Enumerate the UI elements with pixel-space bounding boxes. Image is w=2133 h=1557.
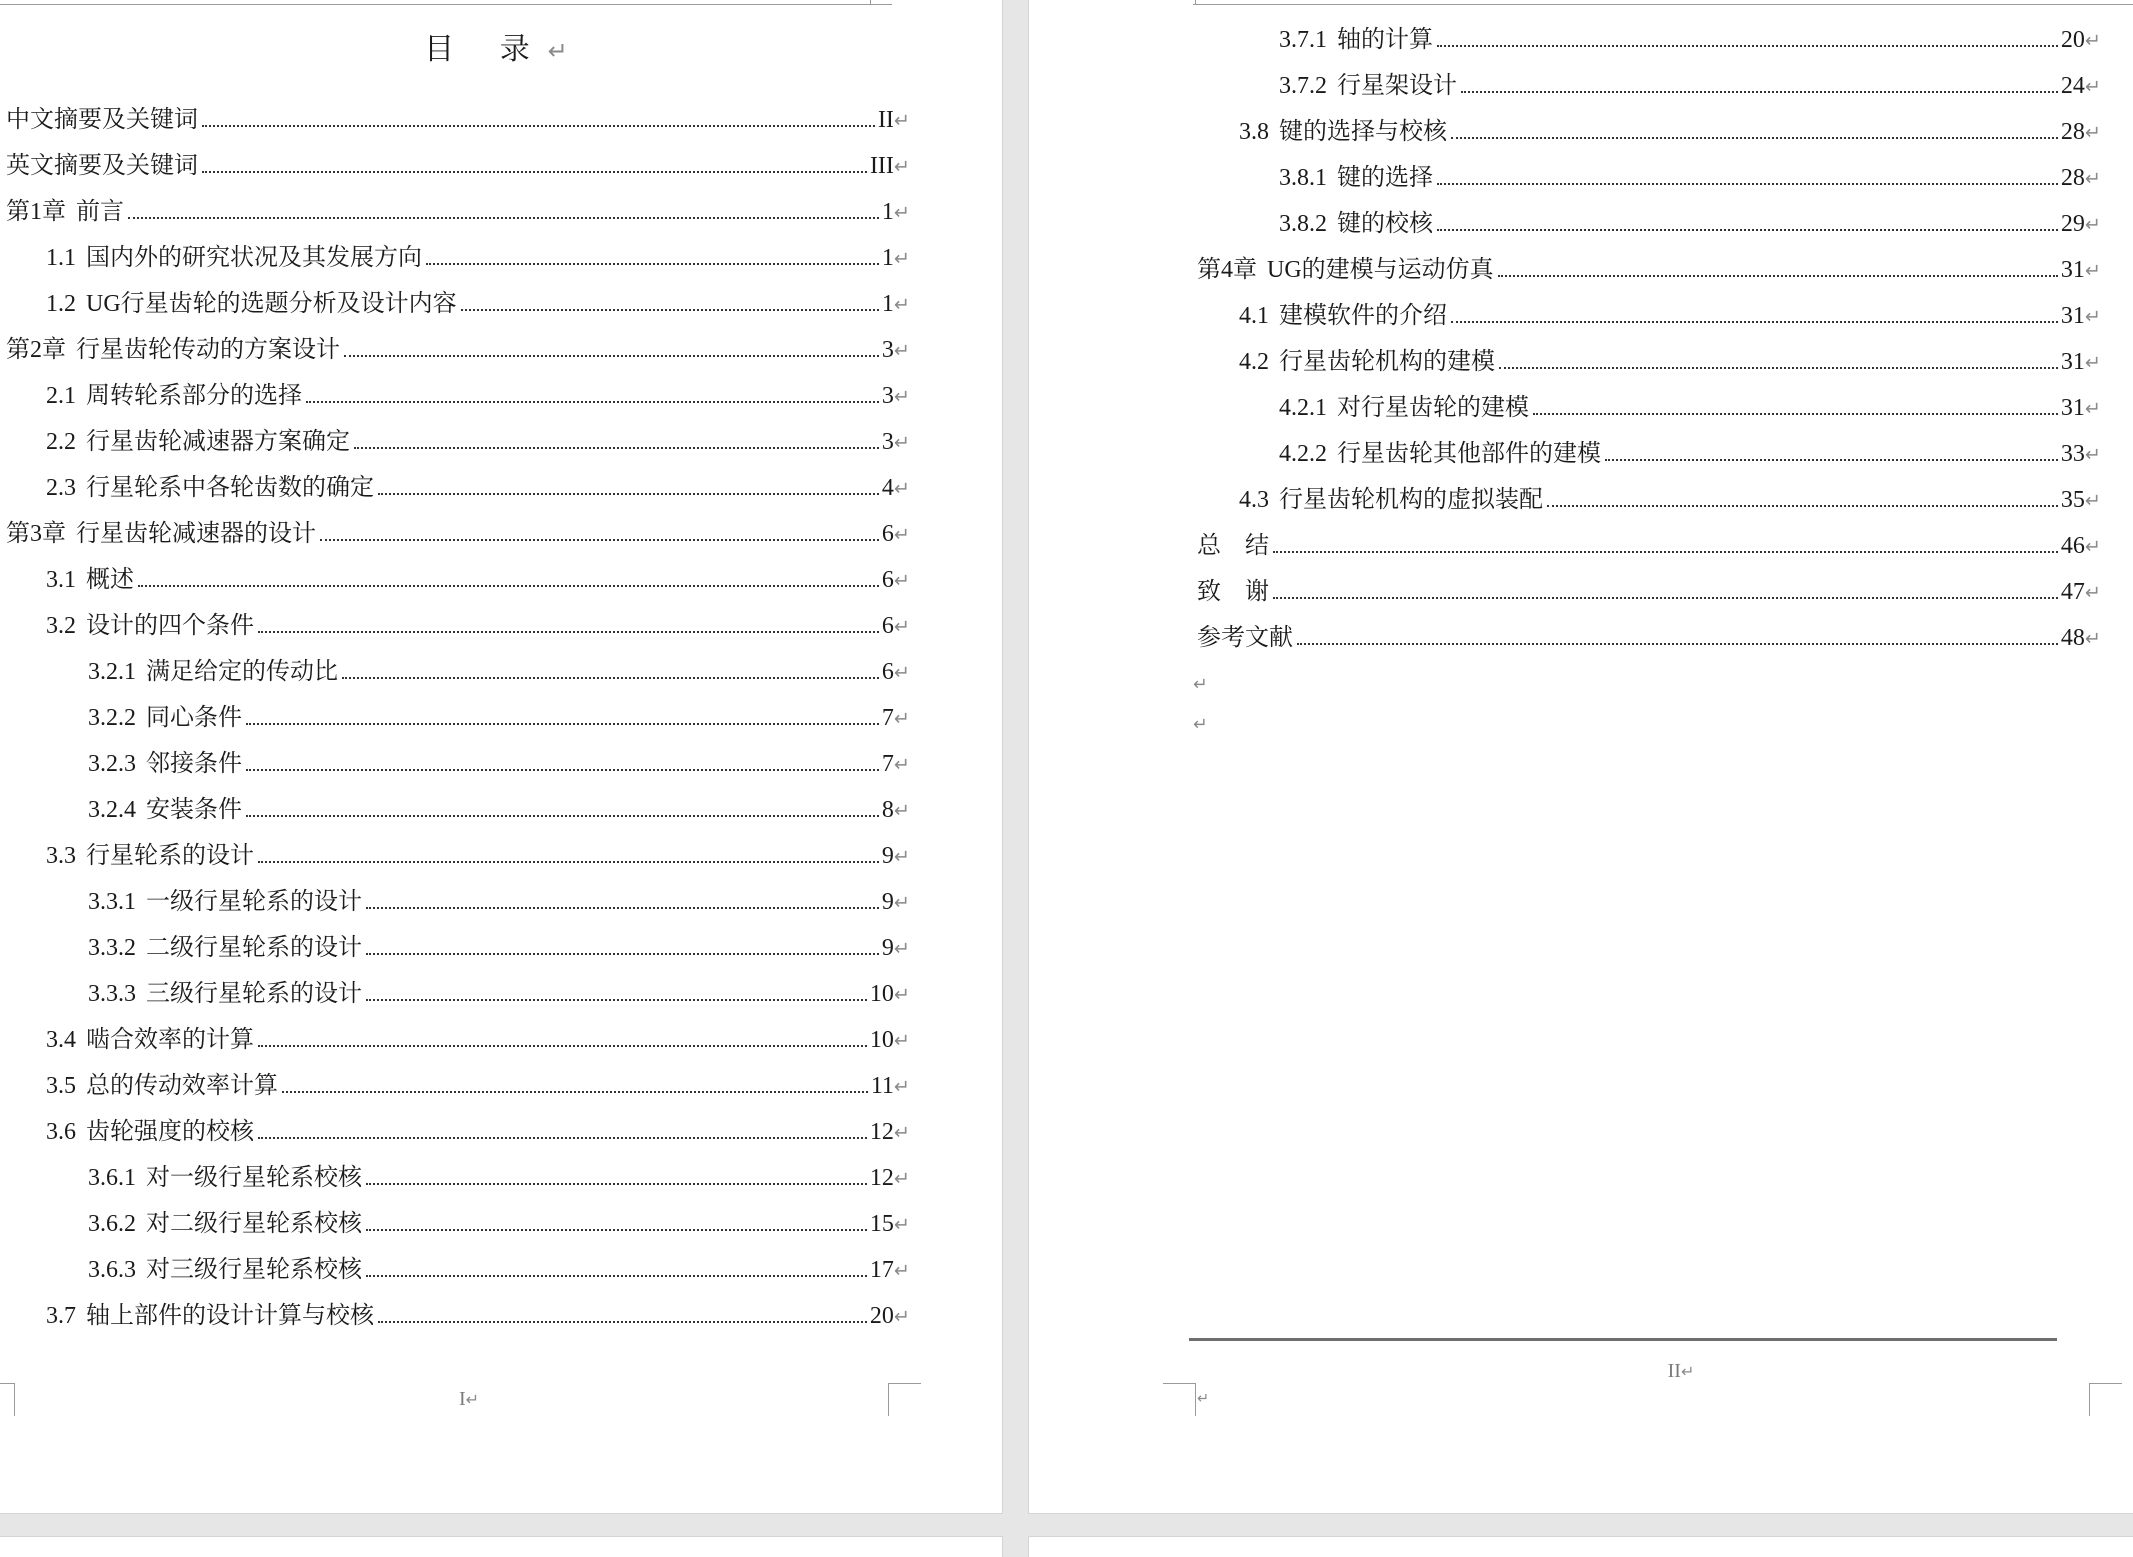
toc-entry[interactable]: [46, 1293, 910, 1339]
toc-entry[interactable]: [88, 1247, 910, 1293]
toc-entry-number: 第1章: [6, 199, 66, 225]
paragraph-mark: ↵: [893, 1259, 910, 1282]
paragraph-mark: ↵: [893, 615, 910, 638]
toc-entry-number: 3.4: [46, 1027, 76, 1053]
toc-entry[interactable]: [46, 465, 910, 511]
toc-dot-leader: [1498, 275, 2058, 277]
toc-entry-title: 前言: [76, 199, 124, 225]
toc-entry[interactable]: [46, 1063, 910, 1109]
toc-dot-leader: [461, 309, 879, 311]
toc-entry[interactable]: [1279, 431, 2101, 477]
toc-entry[interactable]: [46, 419, 910, 465]
toc-dot-leader: [366, 1229, 867, 1231]
toc-entry-page: 1: [881, 245, 894, 271]
toc-entry-number: 3.2.2: [88, 705, 136, 731]
toc-entry[interactable]: [1279, 201, 2101, 247]
toc-entry-title: 周转轮系部分的选择: [86, 383, 302, 409]
paragraph-mark: ↵: [2084, 581, 2101, 604]
toc-entry-page: 35: [2060, 487, 2085, 513]
next-page-left-edge: [0, 1537, 1002, 1557]
toc-entry[interactable]: [88, 649, 910, 695]
toc-dot-leader: [342, 677, 879, 679]
paragraph-mark: ↵: [893, 937, 910, 960]
toc-entry-number: 1.2: [46, 291, 76, 317]
toc-entry-page: 31: [2060, 395, 2085, 421]
toc-entry-number: 4.2.2: [1279, 441, 1327, 467]
toc-entry-title: 一级行星轮系的设计: [146, 889, 362, 915]
toc-entry-number: 第3章: [6, 521, 66, 547]
toc-entry-number: 4.1: [1239, 303, 1269, 329]
toc-entry-number: 3.8.2: [1279, 211, 1327, 237]
toc-entry-page: 17: [869, 1257, 894, 1283]
toc-entry-number: 3.3.1: [88, 889, 136, 915]
toc-entry-title: 行星轮系中各轮齿数的确定: [86, 475, 374, 501]
toc-entry-title: 键的选择: [1337, 165, 1433, 191]
toc-entry[interactable]: [46, 281, 910, 327]
toc-dot-leader: [246, 769, 879, 771]
toc-entry[interactable]: [88, 695, 910, 741]
toc-dot-leader: [1437, 45, 2058, 47]
toc-dot-leader: [1273, 551, 2058, 553]
toc-entry-number: 4.3: [1239, 487, 1269, 513]
toc-entry[interactable]: [46, 373, 910, 419]
toc-entry[interactable]: [88, 879, 910, 925]
toc-entry-page: 6: [881, 659, 894, 685]
toc-entry-number: 3.3.3: [88, 981, 136, 1007]
toc-entry-page: 9: [881, 843, 894, 869]
toc-entry-title: 齿轮强度的校核: [86, 1119, 254, 1145]
paragraph-mark: ↵: [893, 247, 910, 270]
paragraph-mark: ↵: [2084, 305, 2101, 328]
toc-entry-page: 6: [881, 567, 894, 593]
paragraph-mark: ↵: [893, 339, 910, 362]
empty-paragraph: [1193, 670, 1208, 696]
toc-entry-number: 4.2.1: [1279, 395, 1327, 421]
toc-entry-number: 3.7.2: [1279, 73, 1327, 99]
toc-entry-title: 行星架设计: [1337, 73, 1457, 99]
toc-entry[interactable]: [1197, 247, 2101, 293]
toc-entry[interactable]: [88, 741, 910, 787]
toc-entry-number: 4.2: [1239, 349, 1269, 375]
toc-entry-page: 28: [2060, 119, 2085, 145]
paragraph-mark: ↵: [893, 523, 910, 546]
toc-entry-page: 4: [881, 475, 894, 501]
paragraph-mark: ↵: [2084, 121, 2101, 144]
toc-entry-title: 行星齿轮减速器的设计: [76, 521, 316, 547]
paragraph-mark: ↵: [1680, 1362, 1695, 1381]
toc-entry-title: 二级行星轮系的设计: [146, 935, 362, 961]
toc-entry-page: 20: [2060, 27, 2085, 53]
toc-dot-leader: [366, 953, 879, 955]
toc-entry-number: 第2章: [6, 337, 66, 363]
toc-entry[interactable]: [46, 235, 910, 281]
toc-entry-number: 3.3.2: [88, 935, 136, 961]
toc-entry-number: 3.8: [1239, 119, 1269, 145]
paragraph-mark: ↵: [2084, 443, 2101, 466]
document-page-left: [0, 0, 1002, 1513]
paragraph-mark: ↵: [893, 707, 910, 730]
toc-entry-page: 11: [870, 1073, 894, 1099]
paragraph-mark: ↵: [1193, 715, 1208, 735]
toc-dot-leader: [378, 1321, 867, 1323]
toc-dot-leader: [258, 1045, 867, 1047]
toc-entry-title: UG的建模与运动仿真: [1267, 257, 1494, 283]
toc-entry[interactable]: [88, 1155, 910, 1201]
paragraph-mark: ↵: [893, 983, 910, 1006]
toc-dot-leader: [282, 1091, 868, 1093]
toc-entry[interactable]: [1279, 155, 2101, 201]
toc-entry[interactable]: [1239, 477, 2101, 523]
toc-entry[interactable]: [1197, 569, 2101, 615]
next-page-right-edge: [1029, 1537, 2133, 1557]
paragraph-mark: ↵: [893, 431, 910, 454]
toc-entry-page: 6: [881, 521, 894, 547]
toc-entry-title: 行星齿轮机构的虚拟装配: [1279, 487, 1543, 513]
toc-entry-title: 啮合效率的计算: [86, 1027, 254, 1053]
paragraph-mark: ↵: [1197, 1391, 1210, 1407]
toc-entry-number: 3.7: [46, 1303, 76, 1329]
toc-title: [0, 24, 1002, 68]
empty-paragraph: [1197, 1387, 1209, 1408]
toc-entry-page: 8: [881, 797, 894, 823]
toc-entry-title: 总 结: [1197, 533, 1269, 559]
toc-entry-page: 9: [881, 889, 894, 915]
toc-entry-title: 同心条件: [146, 705, 242, 731]
document-page-right: [1029, 0, 2133, 1513]
toc-entry[interactable]: [6, 327, 910, 373]
toc-entry[interactable]: [1279, 385, 2101, 431]
toc-entry[interactable]: [6, 143, 910, 189]
toc-dot-leader: [1451, 321, 2058, 323]
toc-dot-leader: [366, 1183, 867, 1185]
header-rule: [0, 4, 892, 5]
toc-entry-title: 致 谢: [1197, 579, 1269, 605]
paragraph-mark: ↵: [893, 477, 910, 500]
toc-dot-leader: [1499, 367, 2058, 369]
toc-dot-leader: [1297, 643, 2058, 645]
toc-dot-leader: [128, 217, 879, 219]
toc-entry[interactable]: [46, 1017, 910, 1063]
toc-dot-leader: [1451, 137, 2058, 139]
paragraph-mark: ↵: [1193, 675, 1208, 695]
toc-entry-number: 3.7.1: [1279, 27, 1327, 53]
paragraph-mark: ↵: [2084, 397, 2101, 420]
toc-entry-page: 31: [2060, 257, 2085, 283]
toc-dot-leader: [202, 171, 867, 173]
paragraph-mark: ↵: [465, 1390, 480, 1409]
toc-entry-title: 安装条件: [146, 797, 242, 823]
paragraph-mark: ↵: [2084, 535, 2101, 558]
paragraph-mark: ↵: [893, 1167, 910, 1190]
toc-entry[interactable]: [88, 925, 910, 971]
crop-mark-bottom-right: [2089, 1383, 2122, 1416]
paragraph-mark: ↵: [893, 1305, 910, 1328]
toc-entry-title: 对二级行星轮系校核: [146, 1211, 362, 1237]
toc-entry-title: 参考文献: [1197, 625, 1293, 651]
footer-page-number-text: II: [1667, 1360, 1681, 1382]
toc-entry-title: 行星齿轮减速器方案确定: [86, 429, 350, 455]
toc-entry[interactable]: [1279, 63, 2101, 109]
toc-entry-title: 设计的四个条件: [86, 613, 254, 639]
toc-entry-page: 3: [881, 429, 894, 455]
toc-entry[interactable]: [46, 833, 910, 879]
toc-entry[interactable]: [88, 787, 910, 833]
paragraph-mark: ↵: [893, 1213, 910, 1236]
toc-dot-leader: [366, 999, 867, 1001]
toc-entry[interactable]: [6, 97, 910, 143]
toc-entry-page: 3: [881, 337, 894, 363]
toc-entry-number: 3.2: [46, 613, 76, 639]
toc-dot-leader: [258, 861, 879, 863]
toc-entry-page: 7: [881, 751, 894, 777]
toc-dot-leader: [246, 815, 879, 817]
toc-entry-page: 28: [2060, 165, 2085, 191]
paragraph-mark: ↵: [893, 569, 910, 592]
paragraph-mark: ↵: [893, 201, 910, 224]
toc-entry-title: 国内外的研究状况及其发展方向: [86, 245, 422, 271]
toc-entry[interactable]: [1239, 339, 2101, 385]
toc-entry-page: 29: [2060, 211, 2085, 237]
toc-entry-number: 2.2: [46, 429, 76, 455]
paragraph-mark: ↵: [893, 1075, 910, 1098]
toc-entry-number: 3.2.4: [88, 797, 136, 823]
toc-entry-page: 10: [869, 981, 894, 1007]
toc-entry-page: 12: [869, 1165, 894, 1191]
paragraph-mark: ↵: [893, 385, 910, 408]
toc-entry[interactable]: [46, 603, 910, 649]
toc-entry-page: 31: [2060, 303, 2085, 329]
crop-mark-bottom-left: [0, 1383, 15, 1416]
toc-entry-title: 对行星齿轮的建模: [1337, 395, 1529, 421]
toc-entry-number: 3.6: [46, 1119, 76, 1145]
toc-entry-page: 48: [2060, 625, 2085, 651]
paragraph-mark: ↵: [2084, 75, 2101, 98]
toc-entry-title: 行星齿轮机构的建模: [1279, 349, 1495, 375]
toc-dot-leader: [1273, 597, 2058, 599]
toc-entry-number: 3.1: [46, 567, 76, 593]
paragraph-mark: ↵: [2084, 167, 2101, 190]
toc-title-text: 目 录: [424, 32, 548, 67]
toc-entry-title: 总的传动效率计算: [86, 1073, 278, 1099]
toc-entry-number: 3.8.1: [1279, 165, 1327, 191]
toc-entry[interactable]: [1279, 17, 2101, 63]
toc-dot-leader: [320, 539, 879, 541]
empty-paragraph: [1193, 710, 1208, 736]
toc-entry-page: 46: [2060, 533, 2085, 559]
toc-entry[interactable]: [1197, 523, 2101, 569]
toc-entry[interactable]: [6, 189, 910, 235]
toc-entry-page: 6: [881, 613, 894, 639]
paragraph-mark: ↵: [893, 293, 910, 316]
toc-entry-number: 1.1: [46, 245, 76, 271]
footer-page-number: [429, 1388, 509, 1411]
toc-entry-title: 轴上部件的设计计算与校核: [86, 1303, 374, 1329]
paragraph-mark: ↵: [893, 891, 910, 914]
crop-mark-bottom-right: [888, 1383, 921, 1416]
toc-dot-leader: [344, 355, 879, 357]
crop-mark-top-left: [1163, 0, 1196, 4]
toc-entry-number: 3.6.1: [88, 1165, 136, 1191]
toc-entry-number: 3.6.3: [88, 1257, 136, 1283]
toc-entry-number: 2.1: [46, 383, 76, 409]
paragraph-mark: ↵: [893, 109, 910, 132]
toc-entry-title: 行星齿轮传动的方案设计: [76, 337, 340, 363]
footer-page-number-text: I: [458, 1388, 466, 1410]
toc-entry-title: 邻接条件: [146, 751, 242, 777]
toc-entry-page: 9: [881, 935, 894, 961]
toc-entry[interactable]: [88, 1201, 910, 1247]
toc-entry[interactable]: [6, 511, 910, 557]
toc-entry-number: 3.6.2: [88, 1211, 136, 1237]
toc-entry-number: 3.3: [46, 843, 76, 869]
paragraph-mark: ↵: [2084, 213, 2101, 236]
toc-entry-page: 31: [2060, 349, 2085, 375]
toc-dot-leader: [1437, 183, 2058, 185]
toc-entry-title: 满足给定的传动比: [146, 659, 338, 685]
toc-dot-leader: [354, 447, 879, 449]
paragraph-mark: ↵: [2084, 627, 2101, 650]
toc-dot-leader: [246, 723, 879, 725]
toc-entry-page: 15: [869, 1211, 894, 1237]
toc-dot-leader: [1547, 505, 2058, 507]
toc-entry[interactable]: [46, 1109, 910, 1155]
toc-entry-title: 建模软件的介绍: [1279, 303, 1447, 329]
paragraph-mark: ↵: [2084, 351, 2101, 374]
toc-entry-title: 对一级行星轮系校核: [146, 1165, 362, 1191]
paragraph-mark: ↵: [2084, 259, 2101, 282]
toc-entry-page: III: [869, 153, 894, 179]
paragraph-mark: ↵: [893, 753, 910, 776]
toc-entry[interactable]: [46, 557, 910, 603]
toc-entry-page: 47: [2060, 579, 2085, 605]
toc-dot-leader: [258, 631, 879, 633]
paragraph-mark: ↵: [2084, 29, 2101, 52]
toc-dot-leader: [378, 493, 879, 495]
toc-dot-leader: [1605, 459, 2058, 461]
toc-entry-page: 12: [869, 1119, 894, 1145]
toc-dot-leader: [366, 907, 879, 909]
footer-page-number: [1641, 1360, 1721, 1383]
toc-dot-leader: [366, 1275, 867, 1277]
paragraph-mark: ↵: [893, 1121, 910, 1144]
toc-entry-page: 24: [2060, 73, 2085, 99]
toc-entry[interactable]: [1239, 293, 2101, 339]
toc-entry-page: 10: [869, 1027, 894, 1053]
header-rule: [1193, 4, 2133, 5]
toc-entry-page: 3: [881, 383, 894, 409]
toc-entry[interactable]: [88, 971, 910, 1017]
toc-entry-page: 33: [2060, 441, 2085, 467]
toc-entry-number: 2.3: [46, 475, 76, 501]
toc-entry-title: 对三级行星轮系校核: [146, 1257, 362, 1283]
toc-dot-leader: [306, 401, 879, 403]
toc-entry-title: 概述: [86, 567, 134, 593]
toc-dot-leader: [202, 125, 875, 127]
toc-entry[interactable]: [1197, 615, 2101, 661]
toc-entry-page: 7: [881, 705, 894, 731]
toc-dot-leader: [258, 1137, 867, 1139]
toc-entry-page: 1: [881, 199, 894, 225]
toc-entry-title: UG行星齿轮的选题分析及设计内容: [86, 291, 457, 317]
toc-entry-number: 第4章: [1197, 257, 1257, 283]
toc-entry-title: 键的校核: [1337, 211, 1433, 237]
paragraph-mark: ↵: [547, 37, 568, 65]
crop-mark-bottom-left: [1163, 1383, 1196, 1416]
crop-mark-top-right: [870, 0, 903, 4]
toc-entry-page: 1: [881, 291, 894, 317]
paragraph-mark: ↵: [893, 845, 910, 868]
toc-entry-number: 3.2.3: [88, 751, 136, 777]
toc-entry-title: 三级行星轮系的设计: [146, 981, 362, 1007]
paragraph-mark: ↵: [2084, 489, 2101, 512]
toc-entry-title: 英文摘要及关键词: [6, 153, 198, 179]
toc-entry-number: 3.5: [46, 1073, 76, 1099]
toc-entry-page: 20: [869, 1303, 894, 1329]
toc-entry-title: 行星轮系的设计: [86, 843, 254, 869]
toc-dot-leader: [1461, 91, 2058, 93]
toc-entry-title: 中文摘要及关键词: [6, 107, 198, 133]
footer-rule: [1189, 1338, 2057, 1341]
paragraph-mark: ↵: [893, 1029, 910, 1052]
toc-dot-leader: [1437, 229, 2058, 231]
toc-dot-leader: [138, 585, 879, 587]
toc-entry-title: 键的选择与校核: [1279, 119, 1447, 145]
toc-entry[interactable]: [1239, 109, 2101, 155]
toc-entry-page: II: [877, 107, 894, 133]
toc-dot-leader: [1533, 413, 2058, 415]
toc-entry-title: 行星齿轮其他部件的建模: [1337, 441, 1601, 467]
paragraph-mark: ↵: [893, 661, 910, 684]
toc-entry-title: 轴的计算: [1337, 27, 1433, 53]
toc-dot-leader: [426, 263, 879, 265]
toc-entry-number: 3.2.1: [88, 659, 136, 685]
paragraph-mark: ↵: [893, 155, 910, 178]
paragraph-mark: ↵: [893, 799, 910, 822]
